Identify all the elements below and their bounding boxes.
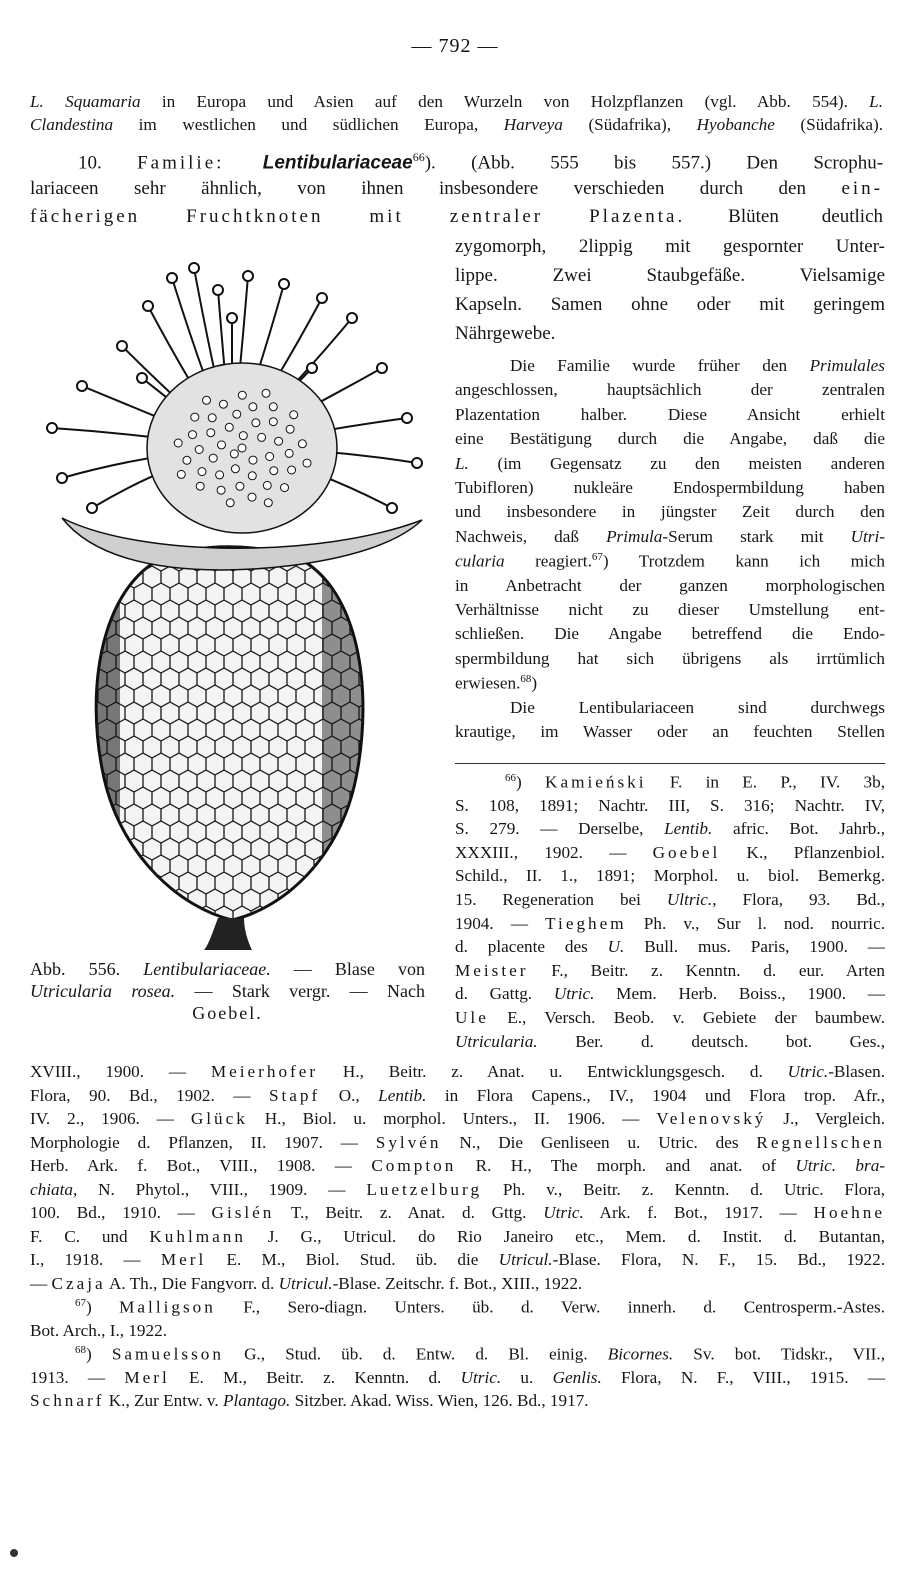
footnote-right-text: Lentib. bbox=[664, 819, 713, 839]
caption-line-3: Goebel. bbox=[192, 1003, 263, 1023]
footnote-full-line bbox=[30, 1156, 885, 1176]
footnote-full-text: Lentib. bbox=[378, 1085, 427, 1105]
right-body-text: -Serum stark mit bbox=[662, 526, 851, 546]
footnote-full-line bbox=[30, 1086, 885, 1106]
footnote-full-text: Bicornes. bbox=[607, 1344, 674, 1364]
right-main-line bbox=[455, 265, 885, 287]
right-body-text: Plazentation halber. Diese Ansicht erhielt bbox=[455, 404, 885, 424]
footnote-full-text: H., Beitr. z. Anat. u. Entwicklungsgesch. d. bbox=[318, 1062, 788, 1081]
footnote-right-text: Tieghem bbox=[545, 913, 627, 933]
footnote-full-text: Utric. bra- bbox=[795, 1156, 886, 1175]
footnote-right-text: Utricularia. bbox=[455, 1031, 538, 1051]
caption-line-1 bbox=[30, 958, 425, 980]
footnote-full-text: Stapf bbox=[268, 1085, 321, 1105]
footnote-separator bbox=[455, 763, 885, 764]
footnote-right-line bbox=[455, 796, 885, 816]
right-body-text: Utri- bbox=[850, 526, 885, 546]
right-main-text: zygomorph, 2lippig mit gespornter Unter- bbox=[455, 236, 885, 257]
right-body-line bbox=[455, 527, 885, 547]
footnote-full-line bbox=[30, 1227, 885, 1247]
footnote-full-text: Plantago. bbox=[223, 1391, 291, 1410]
right-body-text: Primula bbox=[606, 526, 663, 546]
footnote-full-text: N., Die Genliseen u. Utric. des bbox=[441, 1132, 757, 1152]
right-body-text: angeschlossen, hauptsächlich der zentralen bbox=[455, 380, 885, 400]
right-body-line bbox=[455, 429, 885, 449]
footnote-full-text: Genlis. bbox=[552, 1367, 602, 1387]
footnote-full-text: Flora, 90. Bd., 1902. — bbox=[30, 1085, 269, 1105]
footnote-full-text: Compton bbox=[371, 1156, 457, 1175]
footnote-full-text: Samuelsson bbox=[111, 1344, 224, 1364]
footnote-full-line bbox=[30, 1109, 885, 1129]
right-body-line bbox=[510, 356, 885, 376]
footnote-full-text: Kuhlmann bbox=[149, 1226, 246, 1246]
footnote-right-text: 66 bbox=[505, 772, 516, 784]
footnote-full-text: Utric. bbox=[787, 1062, 829, 1081]
footnote-right-line bbox=[455, 890, 885, 910]
right-body-text: reagiert. bbox=[504, 551, 592, 571]
right-body-line bbox=[455, 551, 885, 572]
footnote-full-text: -Blase. Zeitschr. f. Bot., XIII., 1922. bbox=[332, 1273, 583, 1293]
right-body-line bbox=[455, 649, 885, 669]
footnote-full-text: in Flora Capens., IV., 1904 und Flora trop. Afr., bbox=[426, 1085, 885, 1105]
right-body-text: Tubifloren) nukleäre Endospermbildung haben bbox=[455, 478, 885, 497]
footnote-full-text: Herb. Ark. f. Bot., VIII., 1908. — bbox=[30, 1156, 372, 1175]
footnote-right-text: d. placente des bbox=[455, 937, 608, 957]
footnote-full-line bbox=[30, 1250, 885, 1270]
footnote-full-text: Utric. bbox=[543, 1203, 584, 1222]
footnote-full-text: Ph. v., Beitr. z. Kenntn. d. Utric. Flora, bbox=[482, 1179, 886, 1199]
footnote-right-text: S. 108, 1891; Nachtr. III, S. 316; Nachtr. IV, bbox=[455, 795, 885, 815]
footnote-full-text: Luetzelburg bbox=[366, 1179, 483, 1199]
caption-family: Lentibulariaceae. bbox=[143, 959, 271, 979]
footnote-full-text: Bot. Arch., I., 1922. bbox=[30, 1320, 168, 1340]
footnote-full-text: Schnarf bbox=[30, 1391, 105, 1410]
footnote-full-text: Flora, N. F., VIII., 1915. — bbox=[601, 1367, 886, 1387]
footnote-right-line bbox=[455, 1008, 885, 1028]
footnote-right-text: F., Beitr. z. Kenntn. d. eur. Arten bbox=[528, 960, 885, 980]
footnote-right-text: XXXIII., 1902. — bbox=[455, 842, 653, 862]
footnote-right-text: K., Pflanzenbiol. bbox=[720, 842, 885, 862]
footnote-full-text: K., Zur Entw. v. bbox=[104, 1391, 223, 1410]
footnote-full-line bbox=[75, 1344, 885, 1365]
footnote-full-text: H., Biol. u. morphol. Unters., II. 1906. — bbox=[247, 1109, 657, 1128]
header-text: L. bbox=[869, 92, 884, 111]
footnote-full-text: Utricul. bbox=[278, 1273, 333, 1293]
right-body-line bbox=[455, 454, 885, 474]
footnote-right-line bbox=[455, 843, 885, 863]
header-text: Clandestina bbox=[30, 115, 114, 134]
right-body-line bbox=[455, 600, 885, 620]
right-body-text: Die Lentibulariaceen sind durchwegs bbox=[510, 697, 885, 717]
right-body-text: erwiesen. bbox=[455, 673, 521, 693]
footnote-full-text: J., Vergleich. bbox=[766, 1109, 885, 1128]
footnote-full-text: IV. 2., 1906. — bbox=[30, 1109, 191, 1128]
right-body-text: in Anbetracht der ganzen morphologischen bbox=[455, 575, 885, 595]
footnote-full-text: Czaja bbox=[51, 1273, 106, 1293]
footnote-full-text: 100. Bd., 1910. — bbox=[30, 1203, 212, 1222]
right-body-line bbox=[455, 405, 885, 425]
footnote-right-text: Ule bbox=[455, 1008, 489, 1027]
footnote-right-text: Ber. d. deutsch. bot. Ges., bbox=[537, 1031, 885, 1051]
footnote-right-line bbox=[455, 819, 885, 839]
right-main-line bbox=[455, 236, 885, 258]
footnote-right-text: Utric. bbox=[553, 984, 595, 1004]
footnote-right-text: Kamieński bbox=[545, 772, 647, 792]
right-body-text: krautige, im Wasser oder an feuchten Stellen bbox=[455, 722, 885, 741]
footnote-right-line bbox=[455, 914, 885, 934]
right-body-line bbox=[455, 722, 885, 742]
footnote-full-text: E. M., Biol. Stud. üb. die bbox=[206, 1250, 499, 1269]
footnote-right-line bbox=[455, 937, 885, 957]
footnote-full-text: Utricul. bbox=[498, 1250, 553, 1269]
footnote-full-text: XVIII., 1900. — bbox=[30, 1062, 211, 1081]
right-body-text: eine Bestätigung durch die Angabe, daß die bbox=[455, 429, 885, 449]
right-body-text: und insbesondere in jüngster Zeit durch den bbox=[455, 502, 885, 522]
footnote-full-text: Hoehne bbox=[813, 1203, 885, 1222]
footnote-full-text: I., 1918. — bbox=[30, 1250, 161, 1269]
header-line bbox=[30, 115, 883, 135]
footnote-right-line bbox=[455, 961, 885, 981]
figure-caption bbox=[30, 958, 425, 1024]
footnote-right-text: S. 279. — Derselbe, bbox=[455, 819, 665, 839]
footnote-full-text: u. bbox=[501, 1367, 553, 1387]
right-body-line bbox=[510, 698, 885, 718]
right-body-text: spermbildung hat sich übrigens als irrtümlich bbox=[455, 648, 885, 668]
footnote-right-text: Ultric. bbox=[666, 890, 713, 909]
right-body-text: 67 bbox=[591, 551, 603, 564]
footnote-right-line bbox=[455, 984, 885, 1004]
right-body-text: Primulales bbox=[809, 356, 885, 375]
footnote-right-line bbox=[455, 1032, 885, 1052]
bladder-illustration bbox=[22, 258, 430, 950]
footnote-full-text: A. Th., Die Fangvorr. d. bbox=[105, 1273, 279, 1293]
right-main-text: Nährgewebe. bbox=[455, 323, 556, 344]
right-body-text: ) Trotzdem kann ich mich bbox=[602, 551, 885, 571]
caption-label: Abb. 556. bbox=[30, 959, 144, 979]
footnote-right-text: Ph. v., Sur l. nod. nourric. bbox=[626, 913, 885, 933]
footnote-full-text: Malligson bbox=[119, 1297, 216, 1317]
footnote-full-text: T., Beitr. z. Anat. d. Gttg. bbox=[274, 1203, 544, 1222]
footnote-full-text: Utric. bbox=[460, 1367, 502, 1387]
right-body-text: Verhältnisse nicht zu dieser Umstellung ent- bbox=[455, 600, 885, 619]
footnote-full-text: Sylvén bbox=[375, 1132, 442, 1152]
footnote-right-text: Meister bbox=[455, 960, 529, 980]
right-body-text: ) bbox=[531, 673, 538, 693]
footnote-full-text: Sv. bot. Tidskr., VII., bbox=[673, 1344, 885, 1364]
footnote-right-text: ) bbox=[516, 772, 546, 792]
footnote-full-text: J. G., Utricul. do Rio Janeiro etc., Mem. d. Instit. d. Butantan, bbox=[245, 1226, 885, 1246]
family-label: Familie: bbox=[137, 152, 263, 174]
footnote-full-text: Regnellschen bbox=[756, 1132, 886, 1152]
wide-line bbox=[30, 178, 883, 200]
footnote-full-line bbox=[30, 1062, 885, 1082]
footnote-full-text: — bbox=[30, 1273, 52, 1293]
footnote-full-line bbox=[30, 1391, 885, 1411]
footnote-right-text: U. bbox=[607, 937, 625, 957]
family-number: 10. bbox=[78, 152, 138, 174]
footnote-right-text: , Flora, 93. Bd., bbox=[712, 890, 885, 909]
header-text: (Südafrika). bbox=[774, 115, 883, 134]
right-body-text: schließen. Die Angabe betreffend die Endo- bbox=[455, 624, 885, 644]
footnote-full-text: F., Sero-diagn. Unters. üb. d. Verw. innerh. d. Centrosperm.-Astes. bbox=[215, 1297, 885, 1317]
footnote-ref-66: 66 bbox=[412, 150, 425, 164]
footnote-full-text: Merl bbox=[160, 1250, 207, 1269]
footnote-full-text: G., Stud. üb. d. Entw. d. Bl. einig. bbox=[223, 1344, 608, 1364]
footnote-full-text: chiata, bbox=[30, 1179, 78, 1199]
footnote-full-text: Velenovský bbox=[656, 1109, 767, 1128]
right-body-text: L. bbox=[455, 453, 469, 473]
footnote-full-line bbox=[30, 1133, 885, 1153]
footnote-full-text: Sitzber. Akad. Wiss. Wien, 126. Bd., 1917. bbox=[290, 1391, 589, 1410]
right-body-line bbox=[455, 380, 885, 400]
footnote-right-text: F. in E. P., IV. 3b, bbox=[646, 772, 885, 792]
header-text: Hyobanche bbox=[696, 115, 775, 134]
header-text: (Südafrika), bbox=[562, 115, 697, 134]
footnote-right-text: d. Gattg. bbox=[455, 984, 554, 1004]
right-body-line bbox=[455, 673, 885, 694]
right-body-line bbox=[455, 478, 885, 498]
footnote-full-text: R. H., The morph. and anat. of bbox=[456, 1156, 796, 1175]
caption-text-1: — Blase von bbox=[270, 959, 426, 979]
right-body-text: cularia bbox=[455, 551, 505, 571]
footnote-right-line bbox=[455, 866, 885, 886]
footnote-right-text: Schild., II. 1., 1891; Morphol. u. biol. Bemerkg. bbox=[455, 866, 885, 886]
right-body-line bbox=[455, 576, 885, 596]
footnote-full-text: Merl bbox=[124, 1367, 170, 1387]
footnote-right-text: 15. Regeneration bei bbox=[455, 890, 667, 909]
footnote-full-text: ) bbox=[86, 1297, 120, 1317]
footnote-full-text: Glück bbox=[190, 1109, 248, 1128]
header-text: L. bbox=[30, 92, 66, 111]
footnote-full-line bbox=[75, 1297, 885, 1318]
right-body-text: (im Gegensatz zu den meisten anderen bbox=[468, 453, 885, 473]
footnote-full-text: -Blasen. bbox=[828, 1062, 885, 1081]
scan-speck bbox=[10, 1549, 18, 1557]
caption-line-2 bbox=[30, 980, 425, 1002]
page-number: — 792 — bbox=[411, 35, 499, 57]
footnote-full-line bbox=[30, 1274, 885, 1294]
footnote-full-text: Ark. f. Bot., 1917. — bbox=[583, 1203, 814, 1222]
footnote-full-text: 68 bbox=[75, 1344, 86, 1356]
footnote-right-text: 1904. — bbox=[455, 913, 546, 933]
footnote-full-text: 67 bbox=[75, 1297, 86, 1309]
footnote-full-text: N. Phytol., VIII., 1909. — bbox=[77, 1179, 367, 1199]
footnote-full-text: Morphologie d. Pflanzen, II. 1907. — bbox=[30, 1132, 376, 1152]
footnote-full-text: F. C. und bbox=[30, 1226, 150, 1246]
right-main-line bbox=[455, 323, 885, 345]
footnote-right-text: E., Versch. Beob. v. Gebiete der baumbew. bbox=[488, 1008, 885, 1027]
footnote-right-text: Goebel bbox=[652, 842, 721, 862]
footnote-full-text: O., bbox=[320, 1085, 379, 1105]
caption-species: Utricularia rosea. bbox=[30, 981, 176, 1001]
footnote-right-text: Bull. mus. Paris, 1900. — bbox=[624, 937, 885, 957]
header-line bbox=[30, 92, 883, 112]
right-main-text: Kapseln. Samen ohne oder mit geringem bbox=[455, 294, 885, 315]
footnote-full-text: -Blase. Flora, N. F., 15. Bd., 1922. bbox=[552, 1250, 885, 1269]
footnote-full-text: Meierhofer bbox=[210, 1062, 319, 1081]
right-main-text: lippe. Zwei Staubgefäße. Vielsamige bbox=[455, 265, 885, 286]
footnote-right-text: afric. Bot. Jahrb., bbox=[712, 819, 885, 839]
footnote-right-text: Mem. Herb. Boiss., 1900. — bbox=[594, 984, 885, 1004]
family-heading-rest: ). (Abb. 555 bis 557.) Den Scrophu- bbox=[424, 152, 884, 174]
wide-text: ein- bbox=[841, 178, 883, 199]
family-name: Lentibulariaceae bbox=[262, 152, 413, 174]
header-text: im westlichen und südlichen Europa, bbox=[113, 115, 504, 134]
footnote-full-line bbox=[30, 1321, 885, 1341]
footnote-full-line bbox=[30, 1203, 885, 1223]
footnote-full-line bbox=[30, 1368, 885, 1388]
footnote-full-text: E. M., Beitr. z. Kenntn. d. bbox=[169, 1367, 461, 1387]
footnote-full-text: ) bbox=[86, 1344, 112, 1364]
family-heading bbox=[78, 150, 883, 174]
right-body-text: 68 bbox=[520, 673, 532, 686]
right-main-line bbox=[455, 294, 885, 316]
wide-text: fächerigen Fruchtknoten mit zentraler Plazenta. bbox=[30, 206, 686, 227]
caption-text-2: — Stark vergr. — Nach bbox=[175, 981, 425, 1001]
footnote-full-text: 1913. — bbox=[30, 1367, 125, 1387]
footnote-full-line bbox=[30, 1180, 885, 1200]
header-text: Harveya bbox=[503, 115, 563, 134]
footnote-right-line bbox=[505, 772, 885, 793]
header-text: in Europa und Asien auf den Wurzeln von Holzpflanzen (vgl. Abb. 554). bbox=[140, 92, 870, 111]
right-body-line bbox=[455, 502, 885, 522]
wide-text: lariaceen sehr ähnlich, von ihnen insbesondere verschieden durch den bbox=[30, 178, 842, 199]
right-body-line bbox=[455, 624, 885, 644]
footnote-full-text: Gislén bbox=[211, 1203, 275, 1222]
right-body-text: Nachweis, daß bbox=[455, 526, 607, 546]
header-text: Squamaria bbox=[65, 92, 141, 111]
wide-line bbox=[30, 206, 883, 228]
wide-text: Blüten deutlich bbox=[685, 206, 884, 227]
right-body-text: Die Familie wurde früher den bbox=[510, 356, 810, 375]
